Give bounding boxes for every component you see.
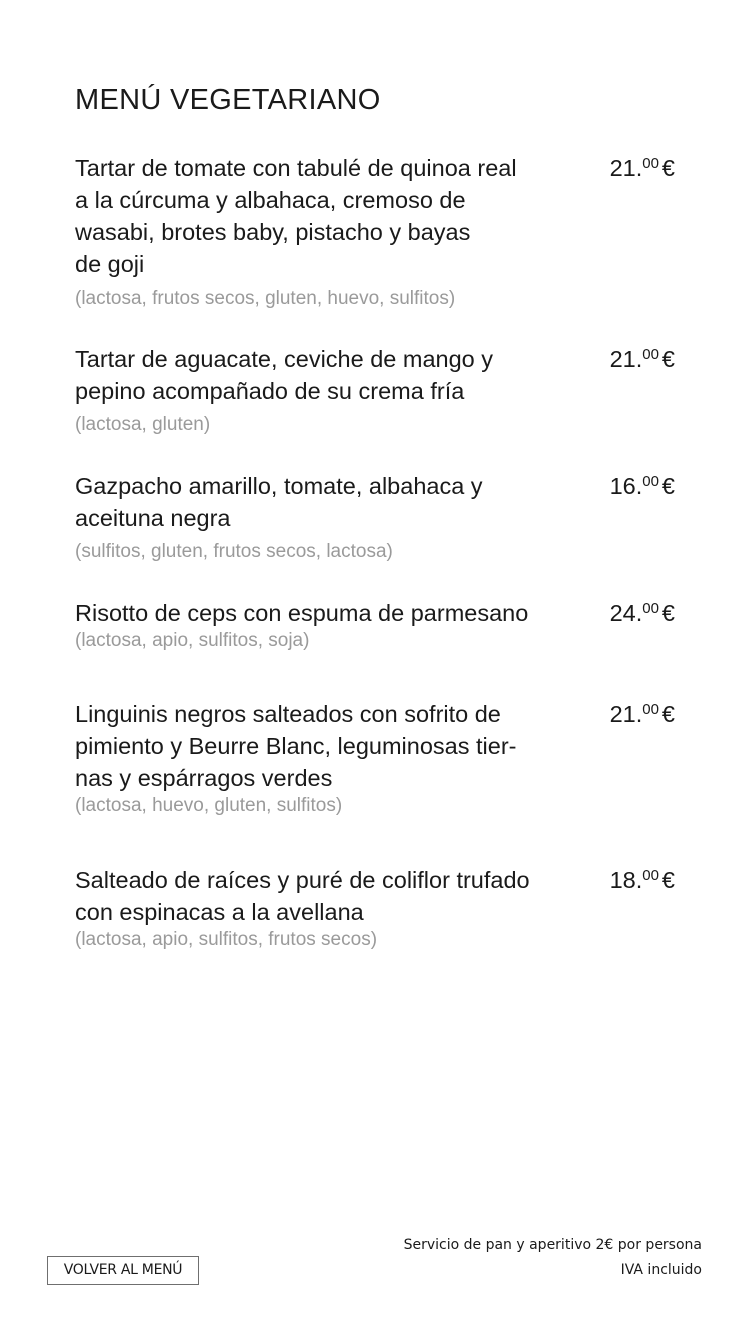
menu-item-allergens: (sulfitos, gluten, frutos secos, lactosa)	[75, 541, 393, 562]
menu-item-price	[610, 597, 675, 629]
menu-item	[75, 470, 675, 564]
footer-notes	[404, 1233, 702, 1283]
menu-item-price	[610, 343, 675, 375]
price-whole: 21.	[609, 701, 643, 727]
price-cents: 00	[642, 473, 659, 490]
menu-item	[75, 597, 675, 653]
menu-item-allergens: (lactosa, gluten)	[75, 414, 211, 435]
menu-item-name: Tartar de aguacate, ceviche de mango y pepino acompañado de su crema fría	[75, 346, 494, 404]
menu-item-name: Linguinis negros salteados con sofrito de pimiento y Beurre Blanc, leguminosas tier- nas y espárragos verdes	[75, 701, 517, 791]
menu-item-price	[610, 698, 675, 730]
price-currency: €	[661, 155, 675, 181]
price-cents: 00	[642, 346, 659, 363]
menu-item-price	[610, 864, 675, 896]
menu-item-price	[610, 470, 675, 502]
price-currency: €	[661, 701, 675, 727]
price-whole: 21.	[609, 346, 643, 372]
price-currency: €	[661, 473, 675, 499]
menu-item-allergens: (lactosa, apio, sulfitos, soja)	[75, 630, 310, 651]
menu-item-allergens: (lactosa, frutos secos, gluten, huevo, sulfitos)	[75, 288, 456, 309]
price-cents: 00	[642, 701, 659, 718]
menu-item-name: Tartar de tomate con tabulé de quinoa real a la cúrcuma y albahaca, cremoso de wasabi, brotes baby, pistacho y bayas de goji	[75, 155, 517, 277]
price-cents: 00	[642, 155, 659, 172]
menu-item-name: Salteado de raíces y puré de coliflor trufado con espinacas a la avellana	[75, 867, 530, 925]
menu-title: MENÚ VEGETARIANO	[75, 84, 381, 116]
service-note: Servicio de pan y aperitivo 2€ por persona	[403, 1237, 702, 1253]
menu-item-name: Risotto de ceps con espuma de parmesano	[75, 600, 529, 626]
menu-item-allergens: (lactosa, apio, sulfitos, frutos secos)	[75, 929, 378, 950]
price-whole: 21.	[609, 155, 643, 181]
menu-item-name: Gazpacho amarillo, tomate, albahaca y aceituna negra	[75, 473, 483, 531]
menu-item	[75, 343, 675, 437]
price-cents: 00	[642, 867, 659, 884]
tax-note: IVA incluido	[620, 1262, 702, 1278]
menu-item	[75, 698, 675, 818]
price-currency: €	[661, 867, 675, 893]
price-cents: 00	[642, 600, 659, 617]
back-to-menu-button[interactable]: VOLVER AL MENÚ	[47, 1256, 199, 1285]
menu-item-price	[610, 152, 675, 184]
price-whole: 18.	[609, 867, 643, 893]
price-currency: €	[661, 346, 675, 372]
price-whole: 24.	[609, 600, 643, 626]
menu-item	[75, 864, 675, 952]
price-whole: 16.	[609, 473, 643, 499]
price-currency: €	[661, 600, 675, 626]
menu-item	[75, 152, 675, 311]
menu-item-allergens: (lactosa, huevo, gluten, sulfitos)	[75, 795, 343, 816]
